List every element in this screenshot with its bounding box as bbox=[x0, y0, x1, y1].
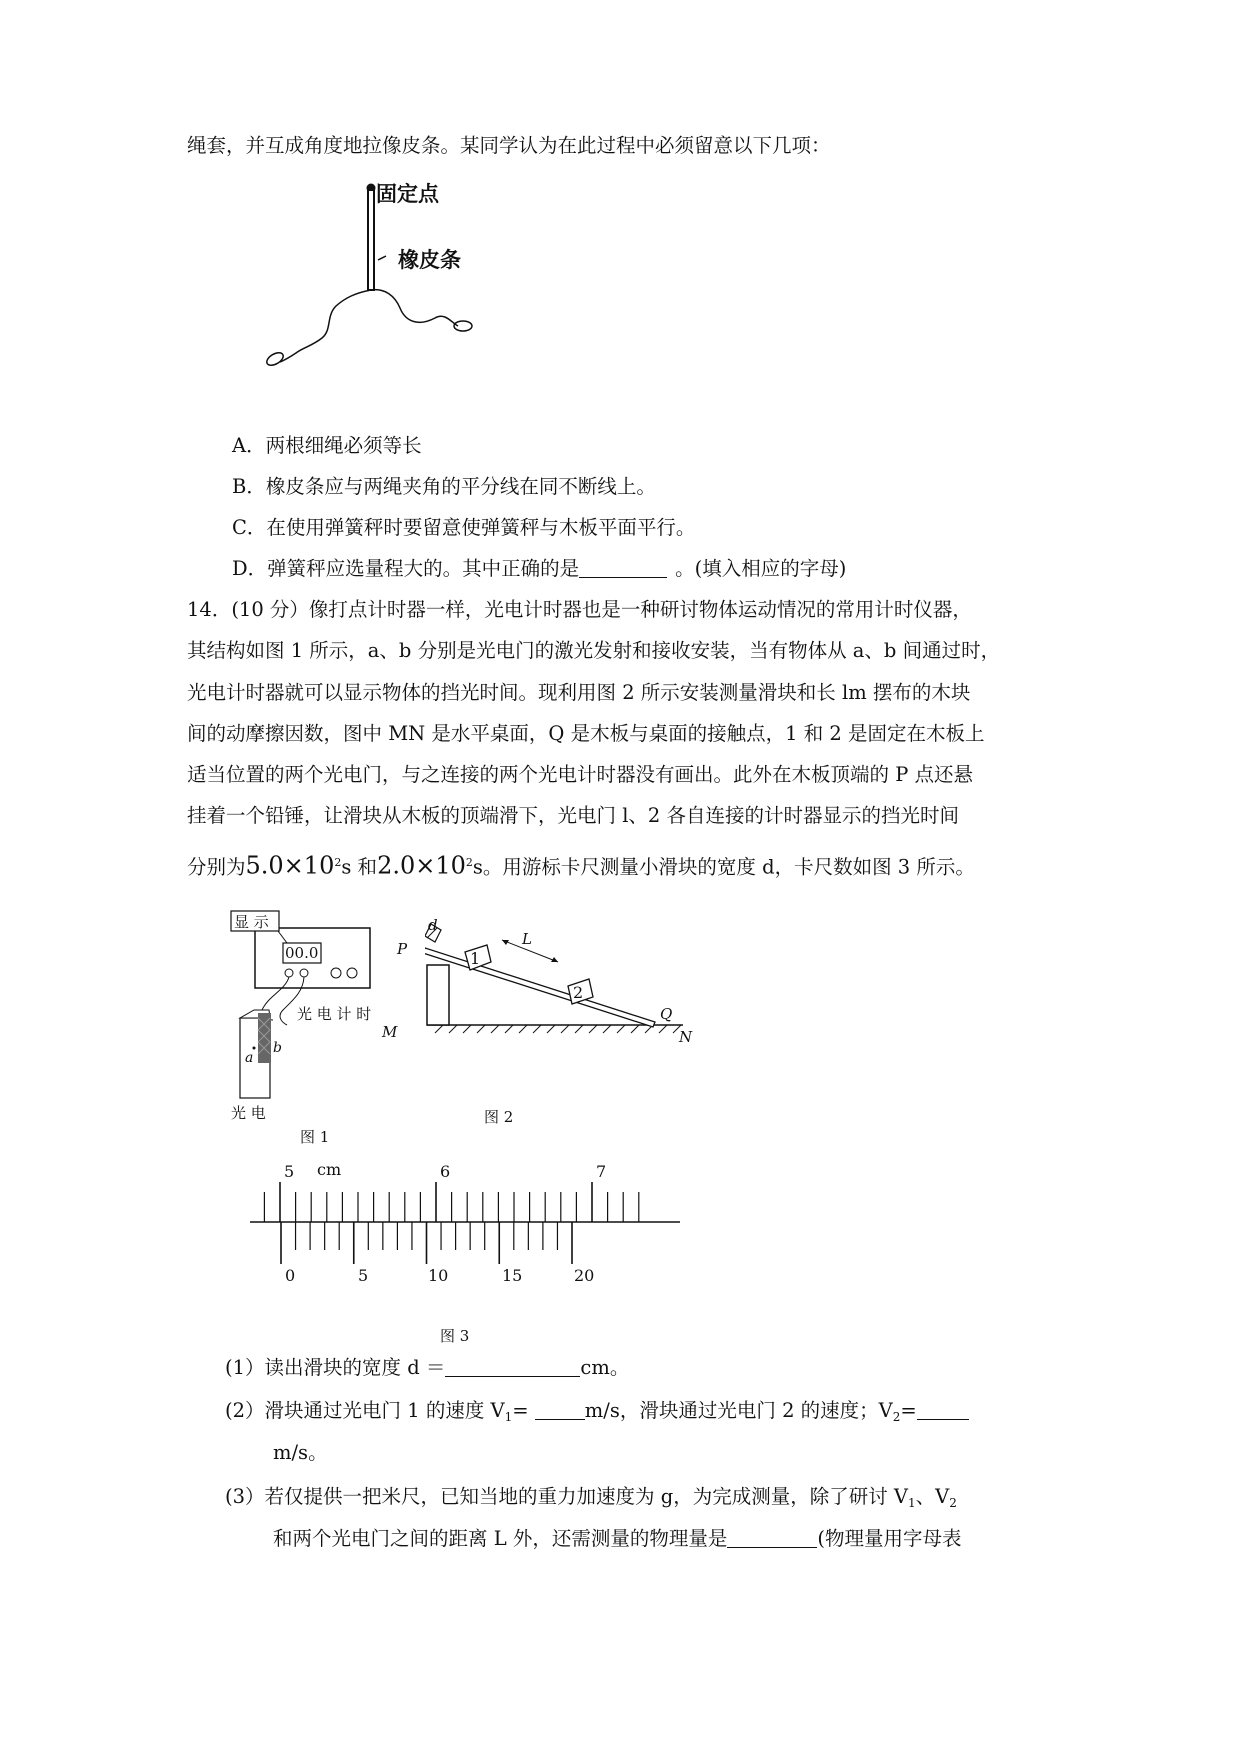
s3-v2-subscript: 2 bbox=[949, 1496, 957, 1510]
v2-equals: = bbox=[900, 1399, 917, 1422]
main-scale-label-5: 5 bbox=[284, 1162, 295, 1181]
time-2-value: 2.0×10 bbox=[377, 851, 466, 880]
figure-3-caption: 图 3 bbox=[440, 1327, 470, 1345]
figure-2 bbox=[382, 916, 715, 1135]
q14-line-3: 光电计时器就可以显示物体的挡光时间。现利用图 2 所示安装测量滑块和长 lm 摆布的木块 bbox=[187, 681, 971, 704]
display-label: 显 示 bbox=[234, 913, 269, 931]
time-1-unit: s 和 bbox=[341, 855, 378, 879]
fixed-point-label: 固定点 bbox=[376, 181, 439, 206]
answer-blank-v2[interactable] bbox=[917, 1399, 969, 1420]
q14-line-7 bbox=[187, 850, 975, 881]
vernier-label-15: 15 bbox=[502, 1266, 523, 1285]
q14-line-6: 挂着一个铅锤，让滑块从木板的顶端滑下，光电门 l、2 各自连接的计时器显示的挡光时间 bbox=[187, 804, 960, 827]
answer-blank-v1[interactable] bbox=[535, 1399, 585, 1420]
figure-3 bbox=[250, 1148, 710, 1348]
sub-question-1-text: (1）读出滑块的宽度 d ＝ bbox=[225, 1356, 446, 1379]
time-1-value: 5.0×10 bbox=[245, 851, 335, 880]
sub-question-3 bbox=[225, 1484, 957, 1516]
option-d bbox=[232, 556, 846, 582]
sub-question-2-text: (2）滑块通过光电门 1 的速度 V bbox=[225, 1399, 505, 1422]
figure-2-caption: 图 2 bbox=[484, 1108, 514, 1126]
receiver-b-label: b bbox=[273, 1040, 282, 1056]
main-scale-label-6: 6 bbox=[440, 1162, 451, 1181]
timer-label: 光 电 计 时 bbox=[297, 1005, 372, 1023]
option-d-text: D．弹簧秤应选量程大的。其中正确的是 bbox=[232, 557, 580, 580]
gate-label: 光 电 bbox=[231, 1104, 266, 1122]
v2-subscript: 2 bbox=[892, 1410, 901, 1424]
sub-question-1 bbox=[225, 1355, 629, 1381]
point-m-label: M bbox=[382, 1023, 398, 1041]
figure-1-caption: 图 1 bbox=[300, 1128, 330, 1146]
s3-separator: 、V bbox=[915, 1485, 950, 1508]
sub-question-2-middle: m/s，滑块通过光电门 2 的速度；V bbox=[584, 1399, 893, 1422]
answer-blank-quantity[interactable] bbox=[727, 1527, 817, 1548]
answer-blank-width[interactable] bbox=[445, 1356, 580, 1377]
gate-1-label: 1 bbox=[470, 949, 481, 968]
sub-question-3-line-2-tail: (物理量用字母表 bbox=[817, 1527, 962, 1550]
sub-question-3-line-2-text: 和两个光电门之间的距离 L 外，还需测量的物理量是 bbox=[273, 1527, 728, 1550]
gate-2-label: 2 bbox=[573, 983, 584, 1002]
q14-line-7-suffix: s。用游标卡尺测量小滑块的宽度 d，卡尺数如图 3 所示。 bbox=[472, 855, 975, 879]
display-value: 00.0 bbox=[285, 944, 319, 962]
q14-line-1: 14．(10 分）像打点计时器一样，光电计时器也是一种研讨物体运动情况的常用计时仪器， bbox=[187, 598, 972, 621]
q14-line-2: 其结构如图 1 所示，a、b 分别是光电门的激光发射和接收安装，当有物体从 a、b 间通过时， bbox=[187, 639, 1001, 662]
sub-question-3-line-2 bbox=[273, 1526, 961, 1552]
option-a: A．两根细绳必须等长 bbox=[232, 434, 422, 457]
point-n-label: N bbox=[679, 1028, 693, 1046]
unit-cm-label: cm bbox=[317, 1160, 342, 1179]
sub-question-2-unit: m/s。 bbox=[273, 1441, 328, 1464]
answer-blank-options[interactable] bbox=[579, 557, 667, 578]
v1-subscript: 1 bbox=[504, 1410, 513, 1424]
vernier-label-5: 5 bbox=[358, 1266, 369, 1285]
time-2-exponent: 2 bbox=[465, 856, 473, 869]
option-d-tail: 。(填入相应的字母) bbox=[675, 557, 847, 580]
main-scale-label-7: 7 bbox=[596, 1162, 607, 1181]
vernier-label-10: 10 bbox=[428, 1266, 449, 1285]
s3-v1-subscript: 1 bbox=[907, 1496, 916, 1510]
sub-question-2 bbox=[225, 1398, 969, 1430]
point-p-label: P bbox=[397, 940, 408, 958]
emitter-a-label: a bbox=[245, 1050, 254, 1066]
incline-diagram bbox=[425, 920, 715, 1135]
option-c: C．在使用弹簧秤时要留意使弹簧秤与木板平面平行。 bbox=[232, 516, 696, 539]
option-b: B．橡皮条应与两绳夹角的平分线在同不断线上。 bbox=[232, 475, 656, 498]
sub-question-3-text: (3）若仅提供一把米尺，已知当地的重力加速度为 g，为完成测量，除了研讨 V bbox=[225, 1485, 908, 1508]
q14-line-4: 间的动摩擦因数，图中 MN 是水平桌面，Q 是木板与桌面的接触点，1 和 2 是固定在木板上 bbox=[187, 722, 985, 745]
width-d-label: d bbox=[428, 916, 438, 934]
vernier-label-0: 0 bbox=[285, 1266, 296, 1285]
q14-line-7-prefix: 分别为 bbox=[187, 855, 246, 879]
rubber-band-figure bbox=[260, 178, 510, 373]
v1-equals: = bbox=[512, 1399, 535, 1422]
distance-l-label: L bbox=[522, 930, 532, 948]
vernier-label-20: 20 bbox=[574, 1266, 595, 1285]
intro-text: 绳套，并互成角度地拉像皮条。某同学认为在此过程中必须留意以下几项： bbox=[187, 134, 831, 157]
point-q-label: Q bbox=[660, 1005, 673, 1023]
figure-1 bbox=[225, 900, 435, 1145]
vernier-scale bbox=[250, 1180, 710, 1290]
q14-line-5: 适当位置的两个光电门，与之连接的两个光电计时器没有画出。此外在木板顶端的 P 点还悬 bbox=[187, 763, 974, 786]
time-1-exponent: 2 bbox=[334, 856, 342, 869]
rubber-band-label: 橡皮条 bbox=[398, 247, 461, 272]
sub-question-1-unit: cm。 bbox=[580, 1356, 630, 1379]
